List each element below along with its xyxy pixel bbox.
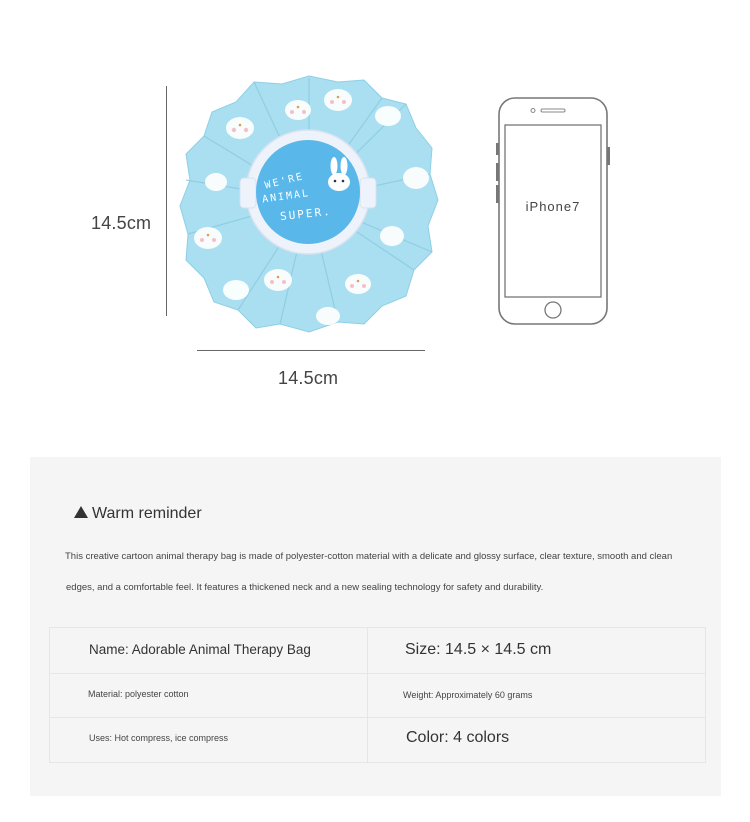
triangle-icon (74, 506, 88, 518)
cap-text-line-1: WE'RE (263, 171, 306, 192)
height-dimension-line (166, 86, 167, 316)
spec-uses: Uses: Hot compress, ice compress (89, 733, 229, 743)
spec-name: Name: Adorable Animal Therapy Bag (89, 642, 311, 657)
width-dimension-label: 14.5cm (278, 368, 339, 388)
width-dimension-line (197, 350, 425, 351)
height-dimension-label: 14.5cm (91, 213, 152, 233)
spec-material: Material: polyester cotton (88, 689, 189, 699)
spec-table-column-divider (367, 627, 368, 763)
spec-size: Size: 14.5 × 14.5 cm (405, 641, 552, 658)
description-line-2: edges, and a comfortable feel. It features a thickened neck and a new sealing technology for safety and durability. (66, 582, 544, 593)
warm-reminder-title: Warm reminder (92, 505, 202, 522)
spec-table-divider-1 (49, 673, 706, 674)
warm-reminder-heading (74, 505, 202, 523)
cap-text-line-2: ANIMAL (261, 187, 311, 206)
spec-table-divider-2 (49, 717, 706, 718)
description-line-1: This creative cartoon animal therapy bag is made of polyester-cotton material with a delicate and glossy surface, clear texture, smooth and clean (65, 551, 673, 562)
ice-bag-product-image (178, 70, 440, 338)
cap-text-line-3: SUPER. (279, 204, 333, 224)
spec-color: Color: 4 colors (406, 729, 510, 746)
phone-label: iPhone7 (525, 199, 581, 214)
spec-weight: Weight: Approximately 60 grams (403, 690, 533, 700)
